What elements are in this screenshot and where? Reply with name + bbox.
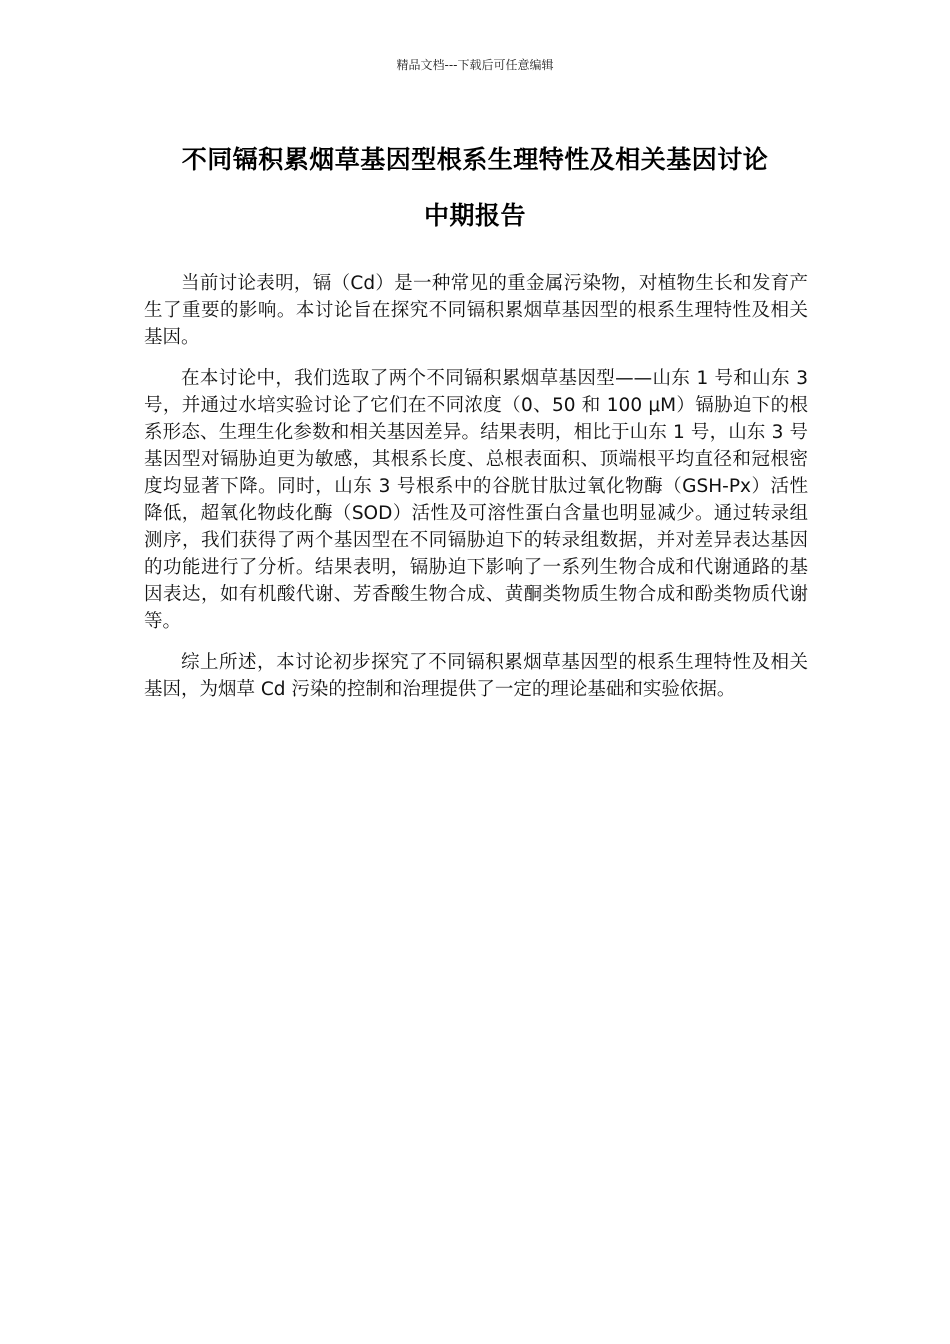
paragraph-3: 综上所述，本讨论初步探究了不同镉积累烟草基因型的根系生理特性及相关基因，为烟草 Cd 污染的控制和治理提供了一定的理论基础和实验依据。 <box>144 652 808 700</box>
title-line-1: 不同镉积累烟草基因型根系生理特性及相关基因讨论 <box>181 145 769 174</box>
paragraph-1: 当前讨论表明，镉（Cd）是一种常见的重金属污染物，对植物生长和发育产生了重要的影响。本讨论旨在探究不同镉积累烟草基因型的根系生理特性及相关基因。 <box>144 273 808 348</box>
document-title <box>120 132 830 244</box>
paragraph-2: 在本讨论中，我们选取了两个不同镉积累烟草基因型——山东 1 号和山东 3 号，并通过水培实验讨论了它们在不同浓度（0、50 和 100 μM）镉胁迫下的根系形态、生理生化参数和相关基因差异。结果表明，相比于山东 1 号，山东 3 号基因型对镉胁迫更为敏感，其根系长度、总根表面积、顶端根平均直径和冠根密度均显著下降。同时，山东 3 号根系中的谷胱甘肽过氧化物酶（GSH-Px）活性降低，超氧化物歧化酶（SOD）活性及可溶性蛋白含量也明显减少。通过转录组测序，我们获得了两个基因型在不同镉胁迫下的转录组数据，并对差异表达基因的功能进行了分析。结果表明，镉胁迫下影响了一系列生物合成和代谢通路的基因表达，如有机酸代谢、芳香酸生物合成、黄酮类物质生物合成和酚类物质代谢等。 <box>144 368 808 632</box>
document-body <box>144 270 808 717</box>
title-line-2: 中期报告 <box>423 201 526 230</box>
header-note: 精品文档---下载后可任意编辑 <box>396 58 554 72</box>
